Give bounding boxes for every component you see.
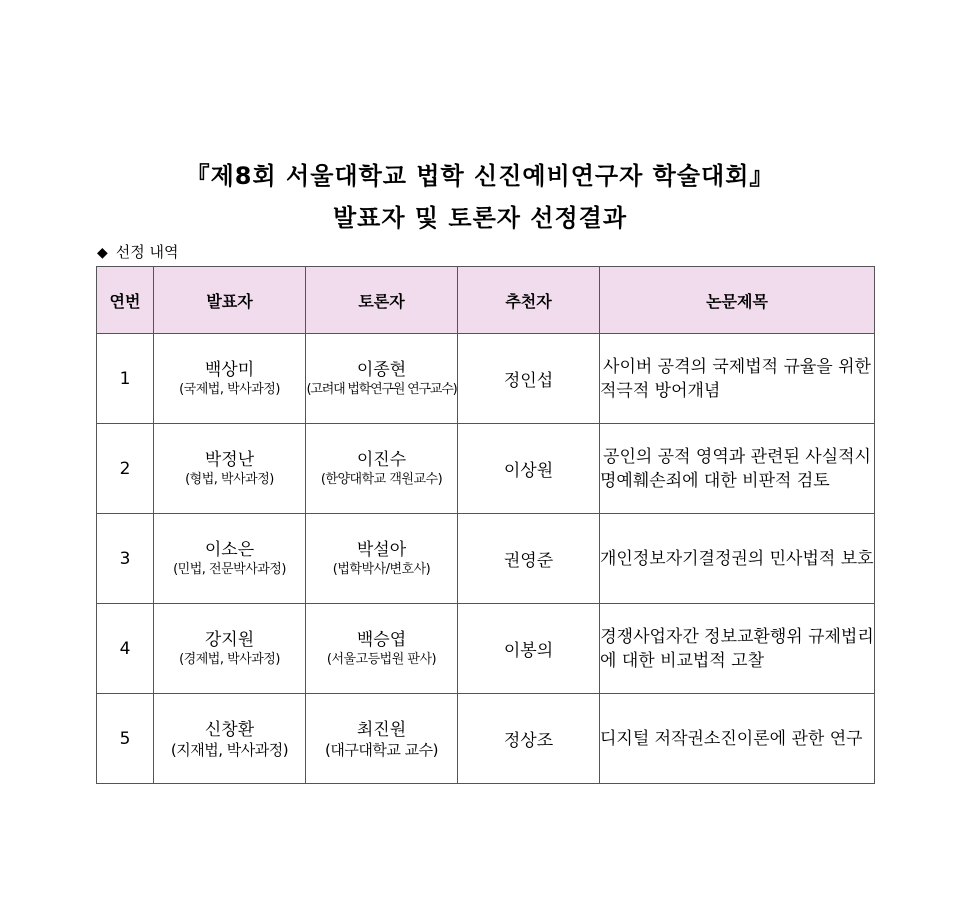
discussant-cell [306, 514, 458, 604]
presenter-cell [154, 514, 306, 604]
row-number: 1 [97, 334, 154, 424]
row-number: 3 [97, 514, 154, 604]
presenter-name: 강지원 [204, 629, 255, 650]
document-title-line1: 『제8회 서울대학교 법학 신진예비연구자 학술대회』 [185, 162, 775, 190]
discussant-affiliation: (서울고등법원 판사) [326, 651, 437, 667]
discussant-name: 박설아 [356, 539, 407, 560]
header-recommender: 추천자 [458, 267, 600, 334]
presenter-name: 신창환 [204, 719, 255, 740]
discussant-affiliation: (한양대학교 객원교수) [320, 471, 443, 487]
header-paper-title: 논문제목 [600, 267, 875, 334]
header-presenter: 발표자 [154, 267, 306, 334]
discussant-cell [306, 424, 458, 514]
document-title-line2: 발표자 및 토론자 선정결과 [332, 204, 628, 232]
table-row [97, 694, 875, 784]
paper-title: 개인정보자기결정권의 민사법적 보호 [600, 514, 875, 604]
section-label: 선정 내역 [115, 243, 179, 261]
recommender-name: 권영준 [458, 514, 600, 604]
discussant-name: 이종현 [356, 359, 407, 380]
table-row [97, 334, 875, 424]
table-row [97, 604, 875, 694]
presenter-affiliation: (형법, 박사과정) [185, 471, 274, 487]
paper-title: 공인의 공적 영역과 관련된 사실적시 명예훼손죄에 대한 비판적 검토 [600, 424, 875, 514]
table-row [97, 514, 875, 604]
presenter-affiliation: (국제법, 박사과정) [179, 381, 280, 397]
presenter-cell [154, 604, 306, 694]
diamond-bullet-icon: ◆ [97, 245, 108, 261]
recommender-name: 정인섭 [458, 334, 600, 424]
presenter-affiliation: (경제법, 박사과정) [179, 651, 280, 667]
discussant-affiliation: (법학박사/변호사) [332, 561, 431, 577]
recommender-name: 이봉의 [458, 604, 600, 694]
selection-results-table [96, 266, 875, 784]
paper-title: 디지털 저작권소진이론에 관한 연구 [600, 694, 875, 784]
row-number: 4 [97, 604, 154, 694]
row-number: 2 [97, 424, 154, 514]
presenter-name: 박정난 [204, 449, 255, 470]
presenter-affiliation: (지재법, 박사과정) [170, 740, 289, 759]
discussant-affiliation: (대구대학교 교수) [325, 740, 438, 759]
presenter-affiliation: (민법, 전문박사과정) [173, 561, 286, 577]
table-row [97, 424, 875, 514]
paper-title: 경쟁사업자간 정보교환행위 규제법리에 대한 비교법적 고찰 [600, 604, 875, 694]
discussant-affiliation: (고려대 법학연구원 연구교수) [306, 381, 457, 397]
paper-title: 사이버 공격의 국제법적 규율을 위한 적극적 방어개념 [600, 334, 875, 424]
discussant-name: 최진원 [356, 719, 407, 740]
table-header-row [97, 267, 875, 334]
presenter-name: 이소은 [204, 539, 255, 560]
discussant-cell [306, 604, 458, 694]
header-no: 연번 [97, 267, 154, 334]
row-number: 5 [97, 694, 154, 784]
section-heading [97, 241, 179, 262]
presenter-cell [154, 424, 306, 514]
discussant-name: 이진수 [356, 449, 407, 470]
recommender-name: 정상조 [458, 694, 600, 784]
recommender-name: 이상원 [458, 424, 600, 514]
header-discussant: 토론자 [306, 267, 458, 334]
discussant-cell [306, 694, 458, 784]
presenter-cell [154, 334, 306, 424]
presenter-name: 백상미 [204, 359, 255, 380]
discussant-cell [306, 334, 458, 424]
discussant-name: 백승엽 [356, 629, 407, 650]
presenter-cell [154, 694, 306, 784]
